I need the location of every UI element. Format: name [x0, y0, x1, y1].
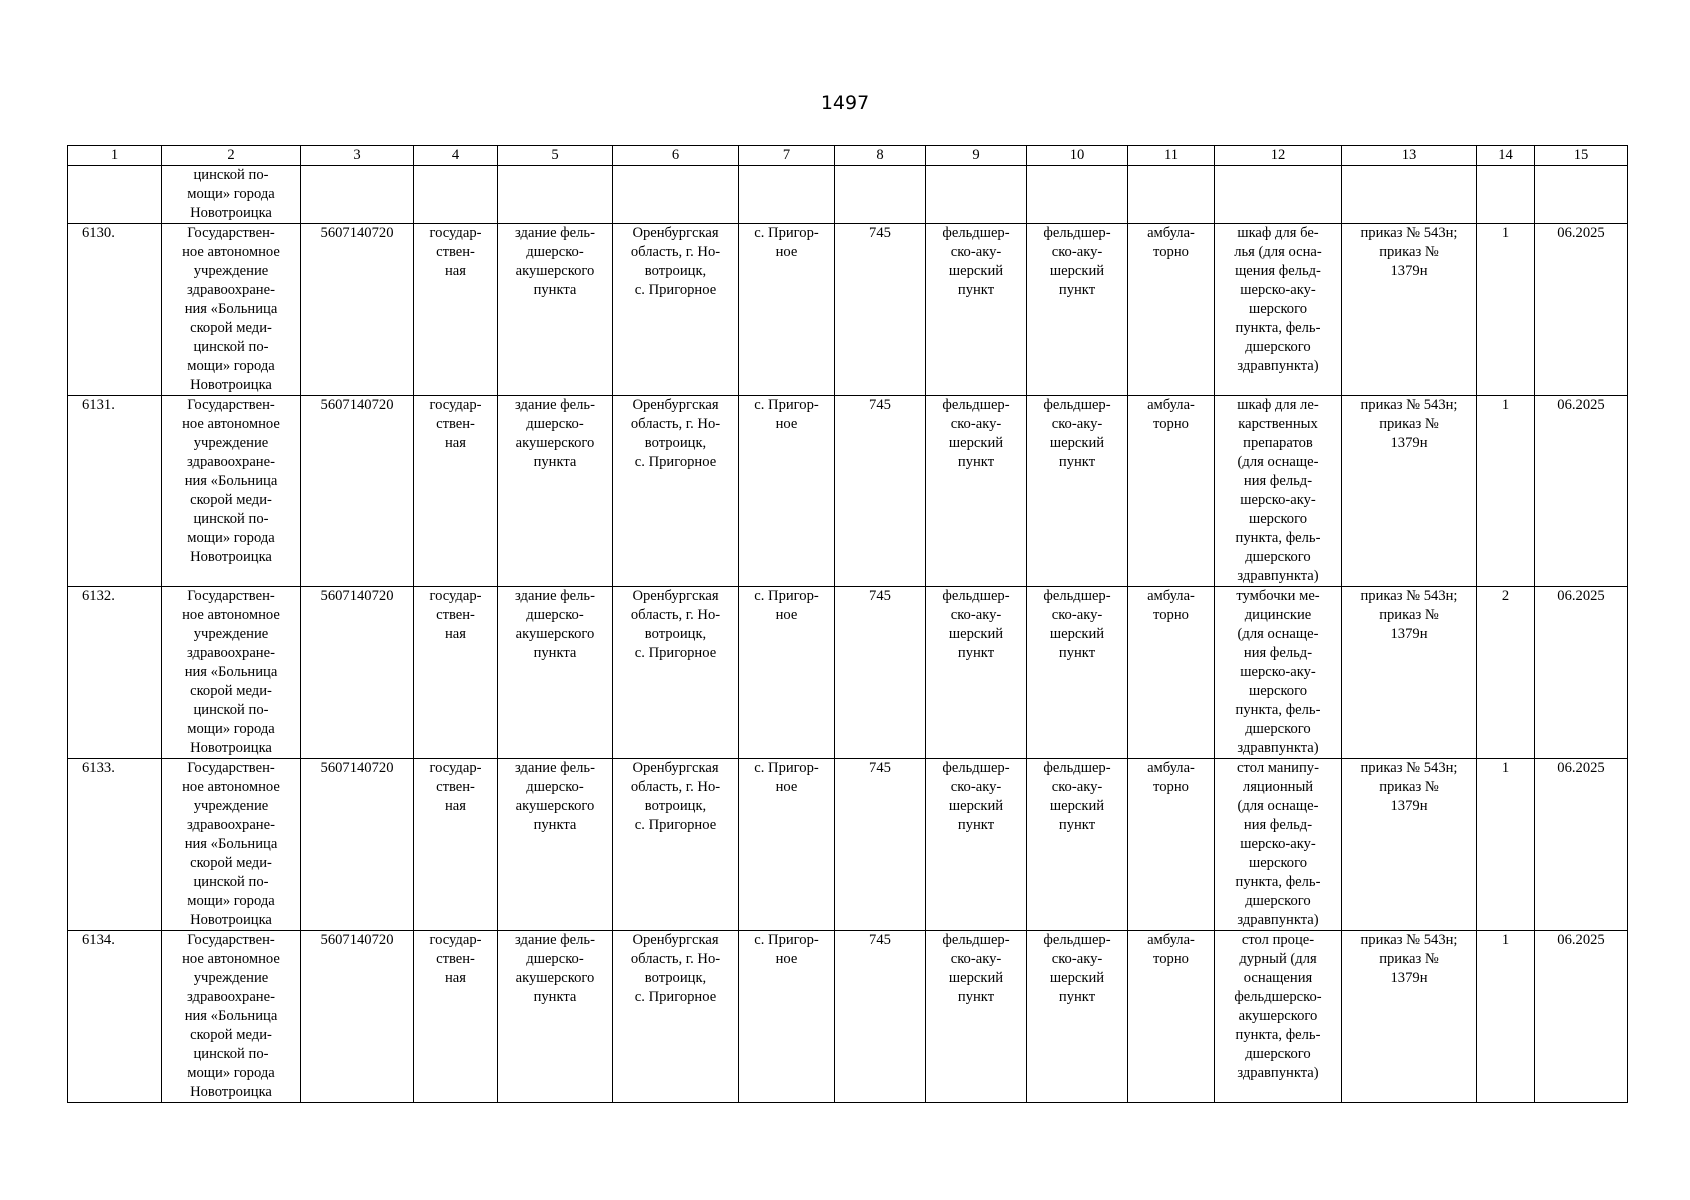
continuation-row	[68, 166, 1628, 224]
order: приказ № 543н; приказ № 1379н	[1342, 931, 1477, 1103]
order: приказ № 543н; приказ № 1379н	[1342, 759, 1477, 931]
date: 06.2025	[1535, 224, 1628, 396]
quantity: 2	[1477, 587, 1535, 759]
equipment: тумбочки ме- дицинские (для оснаще- ния фельд- шерско-аку- шерского пункта, фель- дшерского здравпункта)	[1215, 587, 1342, 759]
cell-empty	[1342, 166, 1477, 224]
unit-subtype: фельдшер- ско-аку- шерский пункт	[1027, 931, 1128, 1103]
cell-empty	[1027, 166, 1128, 224]
page-number: 1497	[820, 92, 870, 114]
column-header: 7	[739, 146, 835, 166]
ownership: государ- ствен- ная	[414, 396, 498, 587]
building: здание фель- дшерско- акушерского пункта	[498, 396, 613, 587]
locality: с. Пригор- ное	[739, 759, 835, 931]
locality: с. Пригор- ное	[739, 224, 835, 396]
table-row	[68, 396, 1628, 587]
care-form: амбула- торно	[1128, 587, 1215, 759]
quantity: 1	[1477, 396, 1535, 587]
cell-empty	[414, 166, 498, 224]
building: здание фель- дшерско- акушерского пункта	[498, 759, 613, 931]
unit-subtype: фельдшер- ско-аку- шерский пункт	[1027, 587, 1128, 759]
org-name: Государствен- ное автономное учреждение здравоохране- ния «Больница скорой меди- цинской по- мощи» города Новотроицка	[162, 759, 301, 931]
order: приказ № 543н; приказ № 1379н	[1342, 587, 1477, 759]
code: 745	[835, 396, 926, 587]
column-header: 11	[1128, 146, 1215, 166]
code: 745	[835, 759, 926, 931]
cell-empty	[1215, 166, 1342, 224]
equipment-table	[67, 145, 1628, 1103]
cell-empty	[1128, 166, 1215, 224]
cell-empty	[498, 166, 613, 224]
address: Оренбургская область, г. Но- вотроицк, с. Пригорное	[613, 759, 739, 931]
unit-type: фельдшер- ско-аку- шерский пункт	[926, 224, 1027, 396]
column-header: 6	[613, 146, 739, 166]
building: здание фель- дшерско- акушерского пункта	[498, 931, 613, 1103]
cell-empty	[68, 166, 162, 224]
cell-empty	[1535, 166, 1628, 224]
row-number: 6133.	[68, 759, 162, 931]
ownership: государ- ствен- ная	[414, 931, 498, 1103]
unit-subtype: фельдшер- ско-аку- шерский пункт	[1027, 396, 1128, 587]
inn: 5607140720	[301, 759, 414, 931]
care-form: амбула- торно	[1128, 931, 1215, 1103]
address: Оренбургская область, г. Но- вотроицк, с. Пригорное	[613, 396, 739, 587]
column-header: 9	[926, 146, 1027, 166]
table-row	[68, 931, 1628, 1103]
table-row	[68, 759, 1628, 931]
date: 06.2025	[1535, 587, 1628, 759]
inn: 5607140720	[301, 396, 414, 587]
equipment: стол манипу- ляционный (для оснаще- ния фельд- шерско-аку- шерского пункта, фель- дшерского здравпункта)	[1215, 759, 1342, 931]
care-form: амбула- торно	[1128, 396, 1215, 587]
row-number: 6134.	[68, 931, 162, 1103]
equipment: шкаф для бе- лья (для осна- щения фельд- шерско-аку- шерского пункта, фель- дшерского здравпункта)	[1215, 224, 1342, 396]
care-form: амбула- торно	[1128, 224, 1215, 396]
ownership: государ- ствен- ная	[414, 759, 498, 931]
order: приказ № 543н; приказ № 1379н	[1342, 396, 1477, 587]
column-header: 5	[498, 146, 613, 166]
org-name: Государствен- ное автономное учреждение здравоохране- ния «Больница скорой меди- цинской по- мощи» города Новотроицка	[162, 224, 301, 396]
org-name: Государствен- ное автономное учреждение здравоохране- ния «Больница скорой меди- цинской по- мощи» города Новотроицка	[162, 587, 301, 759]
address: Оренбургская область, г. Но- вотроицк, с. Пригорное	[613, 931, 739, 1103]
care-form: амбула- торно	[1128, 759, 1215, 931]
cell-empty	[835, 166, 926, 224]
inn: 5607140720	[301, 224, 414, 396]
column-header: 12	[1215, 146, 1342, 166]
unit-type: фельдшер- ско-аку- шерский пункт	[926, 759, 1027, 931]
unit-type: фельдшер- ско-аку- шерский пункт	[926, 396, 1027, 587]
building: здание фель- дшерско- акушерского пункта	[498, 224, 613, 396]
column-header: 14	[1477, 146, 1535, 166]
cell-empty	[926, 166, 1027, 224]
cell-empty	[739, 166, 835, 224]
ownership: государ- ствен- ная	[414, 587, 498, 759]
column-header: 1	[68, 146, 162, 166]
unit-type: фельдшер- ско-аку- шерский пункт	[926, 587, 1027, 759]
inn: 5607140720	[301, 587, 414, 759]
org-name: Государствен- ное автономное учреждение здравоохране- ния «Больница скорой меди- цинской по- мощи» города Новотроицка	[162, 396, 301, 587]
order: приказ № 543н; приказ № 1379н	[1342, 224, 1477, 396]
column-header: 15	[1535, 146, 1628, 166]
column-header: 3	[301, 146, 414, 166]
locality: с. Пригор- ное	[739, 931, 835, 1103]
building: здание фель- дшерско- акушерского пункта	[498, 587, 613, 759]
unit-subtype: фельдшер- ско-аку- шерский пункт	[1027, 224, 1128, 396]
ownership: государ- ствен- ная	[414, 224, 498, 396]
inn: 5607140720	[301, 931, 414, 1103]
column-header: 2	[162, 146, 301, 166]
row-number: 6132.	[68, 587, 162, 759]
address: Оренбургская область, г. Но- вотроицк, с. Пригорное	[613, 224, 739, 396]
code: 745	[835, 931, 926, 1103]
row-number: 6131.	[68, 396, 162, 587]
column-header: 13	[1342, 146, 1477, 166]
cell-empty	[1477, 166, 1535, 224]
code: 745	[835, 224, 926, 396]
cell-empty	[301, 166, 414, 224]
quantity: 1	[1477, 931, 1535, 1103]
column-header: 10	[1027, 146, 1128, 166]
code: 745	[835, 587, 926, 759]
cell-empty	[613, 166, 739, 224]
quantity: 1	[1477, 224, 1535, 396]
equipment: стол проце- дурный (для оснащения фельдшерско- акушерского пункта, фель- дшерского здравпункта)	[1215, 931, 1342, 1103]
table-row	[68, 224, 1628, 396]
locality: с. Пригор- ное	[739, 587, 835, 759]
locality: с. Пригор- ное	[739, 396, 835, 587]
table-row	[68, 587, 1628, 759]
header-row	[68, 146, 1628, 166]
unit-subtype: фельдшер- ско-аку- шерский пункт	[1027, 759, 1128, 931]
date: 06.2025	[1535, 396, 1628, 587]
date: 06.2025	[1535, 759, 1628, 931]
row-number: 6130.	[68, 224, 162, 396]
address: Оренбургская область, г. Но- вотроицк, с. Пригорное	[613, 587, 739, 759]
org-name-continued: цинской по- мощи» города Новотроицка	[162, 166, 301, 224]
org-name: Государствен- ное автономное учреждение здравоохране- ния «Больница скорой меди- цинской по- мощи» города Новотроицка	[162, 931, 301, 1103]
column-header: 8	[835, 146, 926, 166]
unit-type: фельдшер- ско-аку- шерский пункт	[926, 931, 1027, 1103]
date: 06.2025	[1535, 931, 1628, 1103]
quantity: 1	[1477, 759, 1535, 931]
column-header: 4	[414, 146, 498, 166]
equipment: шкаф для ле- карственных препаратов (для оснаще- ния фельд- шерско-аку- шерского пункта, фель- дшерского здравпункта)	[1215, 396, 1342, 587]
